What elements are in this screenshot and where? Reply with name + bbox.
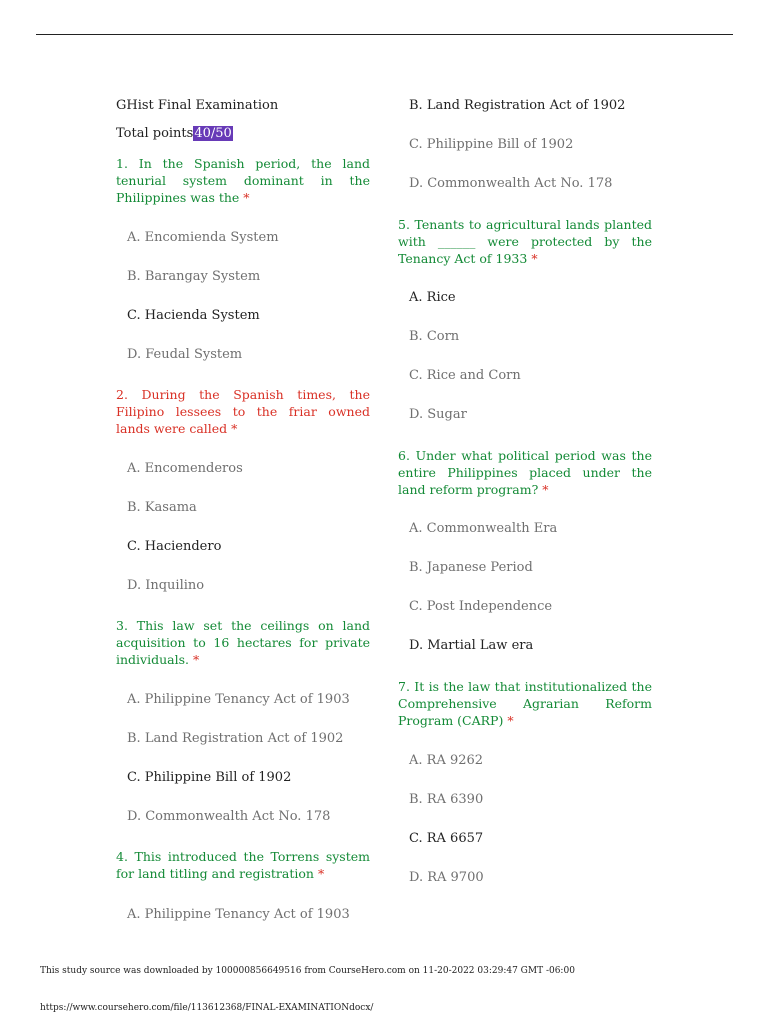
q3-option-a[interactable]: A. Philippine Tenancy Act of 1903 — [127, 692, 350, 707]
q6-option-b[interactable]: B. Japanese Period — [409, 560, 533, 575]
question-5-text: 5. Tenants to agricultural lands planted with ______ were protected by the Tenancy Act of 1933 * — [398, 217, 652, 266]
q6-option-c[interactable]: C. Post Independence — [409, 599, 553, 614]
q5-option-a-selected[interactable]: A. Rice — [409, 290, 456, 305]
q3-option-d[interactable]: D. Commonwealth Act No. 178 — [127, 809, 331, 824]
q3-option-b[interactable]: B. Land Registration Act of 1902 — [127, 731, 344, 746]
q7-option-c-selected[interactable]: C. RA 6657 — [409, 831, 484, 846]
q5-option-c[interactable]: C. Rice and Corn — [409, 368, 521, 383]
top-rule — [36, 34, 733, 35]
required-mark: * — [231, 421, 238, 436]
q7-option-d[interactable]: D. RA 9700 — [409, 870, 484, 885]
q1-option-d[interactable]: D. Feudal System — [127, 347, 243, 362]
question-4-text: 4. This introduced the Torrens system for land titling and registration * — [116, 849, 370, 881]
q6-option-d-selected[interactable]: D. Martial Law era — [409, 638, 534, 653]
q2-option-c-selected[interactable]: C. Haciendero — [127, 539, 222, 554]
q5-option-d[interactable]: D. Sugar — [409, 407, 467, 422]
question-1-text: 1. In the Spanish period, the land tenurial system dominant in the Philippines was the * — [116, 156, 370, 205]
question-7-text: 7. It is the law that institutionalized the Comprehensive Agrarian Reform Program (CARP) * — [398, 679, 652, 728]
download-notice: This study source was downloaded by 100000856649516 from CourseHero.com on 11-20-2022 03:29:47 GMT -06:00 — [40, 966, 575, 976]
q4-option-a[interactable]: A. Philippine Tenancy Act of 1903 — [127, 907, 350, 922]
source-url: https://www.coursehero.com/file/113612368/FINAL-EXAMINATIONdocx/ — [40, 1003, 374, 1013]
q7-option-b[interactable]: B. RA 6390 — [409, 792, 484, 807]
q3-option-c-selected[interactable]: C. Philippine Bill of 1902 — [127, 770, 292, 785]
required-mark: * — [542, 482, 549, 497]
q1-option-a[interactable]: A. Encomienda System — [127, 230, 279, 245]
required-mark: * — [192, 652, 200, 667]
q4-option-b-selected[interactable]: B. Land Registration Act of 1902 — [409, 98, 626, 113]
q6-option-a[interactable]: A. Commonwealth Era — [409, 521, 558, 536]
q1-option-b[interactable]: B. Barangay System — [127, 269, 261, 284]
q1-option-c-selected[interactable]: C. Hacienda System — [127, 308, 260, 323]
q4-option-c[interactable]: C. Philippine Bill of 1902 — [409, 137, 574, 152]
required-mark: * — [507, 713, 514, 728]
question-6-text: 6. Under what political period was the entire Philippines placed under the land reform program? * — [398, 448, 652, 497]
q2-option-b[interactable]: B. Kasama — [127, 500, 197, 515]
required-mark: * — [243, 190, 250, 205]
question-2-text: 2. During the Spanish times, the Filipino lessees to the friar owned lands were called * — [116, 387, 370, 436]
total-points — [116, 126, 233, 141]
q2-option-a[interactable]: A. Encomenderos — [127, 461, 243, 476]
total-points-label: Total points — [116, 126, 194, 141]
q4-option-d[interactable]: D. Commonwealth Act No. 178 — [409, 176, 613, 191]
q5-option-b[interactable]: B. Corn — [409, 329, 460, 344]
required-mark: * — [531, 251, 538, 266]
exam-title: GHist Final Examination — [116, 98, 279, 113]
q2-option-d[interactable]: D. Inquilino — [127, 578, 205, 593]
question-3-text: 3. This law set the ceilings on land acquisition to 16 hectares for private individuals. * — [116, 618, 370, 667]
score-badge: 40/50 — [194, 126, 232, 141]
required-mark: * — [317, 866, 325, 881]
q7-option-a[interactable]: A. RA 9262 — [409, 753, 484, 768]
